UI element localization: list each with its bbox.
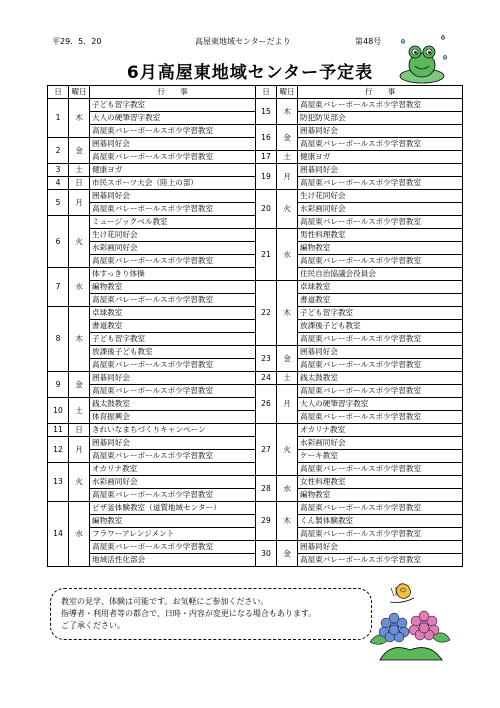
- event-cell: 編物教室: [90, 515, 256, 528]
- event-cell: 高屋東バレーボールスポ少学習教室: [298, 463, 463, 476]
- event-cell: 高屋東バレーボールスポ少学習教室: [90, 151, 256, 164]
- day-cell: 10: [48, 398, 69, 424]
- day-cell: 1: [48, 99, 69, 138]
- table-row: [256, 281, 463, 294]
- day-cell: 13: [48, 463, 69, 502]
- table-row: [48, 502, 256, 515]
- event-cell: 高屋東バレーボールスポ少学習教室: [298, 99, 463, 112]
- event-cell: 生け花同好会: [90, 229, 256, 242]
- column-header-day: 日: [48, 86, 69, 99]
- table-row: [256, 372, 463, 385]
- event-cell: 高屋東バレーボールスポ少学習教室: [298, 385, 463, 398]
- weekday-cell: 金: [277, 125, 298, 151]
- event-cell: 市民スポーツ大会（陸上の部）: [90, 177, 256, 190]
- event-cell: 高屋東バレーボールスポ少学習教室: [298, 411, 463, 424]
- table-row: [48, 398, 256, 411]
- event-cell: 囲碁同好会: [90, 372, 256, 385]
- event-cell: 高屋東バレーボールスポ少学習教室: [90, 385, 256, 398]
- event-cell: 銭太鼓教室: [90, 398, 256, 411]
- weekday-cell: 日: [69, 424, 90, 437]
- event-cell: 水彩画同好会: [90, 242, 256, 255]
- day-cell: 28: [256, 476, 277, 502]
- hydrangea-petal: [389, 613, 399, 623]
- event-cell: 放課後子ども教室: [90, 346, 256, 359]
- table-row: [256, 385, 463, 398]
- event-cell: 高屋東バレーボールスポ少学習教室: [90, 541, 256, 554]
- event-cell: 大人の硬筆習字教室: [90, 112, 256, 125]
- event-cell: 高屋東バレーボールスポ少学習教室: [90, 255, 256, 268]
- event-cell: ミュージックベル教室: [90, 216, 256, 229]
- column-header-day: 日: [256, 86, 277, 99]
- event-cell: 卓球教室: [298, 281, 463, 294]
- event-cell: 卓球教室: [90, 307, 256, 320]
- weekday-cell: 火: [277, 190, 298, 229]
- day-cell: 15: [256, 99, 277, 125]
- hydrangea-petal: [419, 623, 429, 633]
- table-row: [48, 138, 256, 151]
- table-row: [256, 151, 463, 164]
- table-row: [48, 463, 256, 476]
- table-row: [48, 190, 256, 203]
- weekday-cell: 木: [277, 502, 298, 541]
- weekday-cell: 月: [69, 190, 90, 216]
- weekday-cell: 火: [69, 463, 90, 502]
- day-cell: 6: [48, 216, 69, 268]
- hydrangea-snail-icon: [360, 572, 460, 667]
- day-cell: 8: [48, 307, 69, 372]
- day-cell: 21: [256, 229, 277, 281]
- event-cell: オカリナ教室: [298, 424, 463, 437]
- table-row: [256, 424, 463, 437]
- event-cell: 水彩画同好会: [298, 203, 463, 216]
- event-cell: 高屋東バレーボールスポ少学習教室: [90, 294, 256, 307]
- event-cell: 女性料理教室: [298, 476, 463, 489]
- weekday-cell: 水: [69, 502, 90, 567]
- weekday-cell: 土: [277, 151, 298, 164]
- table-row: [48, 437, 256, 450]
- event-cell: 囲碁同好会: [298, 541, 463, 554]
- event-cell: 男性料理教室: [298, 229, 463, 242]
- weekday-cell: 水: [69, 268, 90, 307]
- day-cell: 26: [256, 385, 277, 424]
- event-cell: 子ども習字教室: [298, 307, 463, 320]
- event-cell: 書道教室: [298, 294, 463, 307]
- day-cell: 11: [48, 424, 69, 437]
- day-cell: 3: [48, 164, 69, 177]
- weekday-cell: 火: [69, 216, 90, 268]
- event-cell: 編物教室: [90, 281, 256, 294]
- weekday-cell: 月: [277, 385, 298, 424]
- event-cell: 体すっきり体操: [90, 268, 256, 281]
- day-cell: 5: [48, 190, 69, 216]
- issue-date: 平29．5．20: [52, 37, 102, 46]
- event-cell: 高屋東バレーボールスポ少学習教室: [298, 528, 463, 541]
- table-row: [48, 177, 256, 190]
- event-cell: 囲碁同好会: [298, 346, 463, 359]
- table-row: [256, 502, 463, 515]
- table-row: [48, 424, 256, 437]
- table-row: [48, 372, 256, 385]
- event-cell: 囲碁同好会: [90, 138, 256, 151]
- table-row: [256, 476, 463, 489]
- weekday-cell: 水: [277, 229, 298, 281]
- day-cell: 14: [48, 502, 69, 567]
- event-cell: くん製体験教室: [298, 515, 463, 528]
- table-row: [256, 541, 463, 554]
- hydrangea-petal: [419, 611, 429, 621]
- table-row: [256, 190, 463, 203]
- event-cell: 書道教室: [90, 320, 256, 333]
- event-cell: 高屋東バレーボールスポ少学習教室: [298, 333, 463, 346]
- frog-icon: [395, 32, 450, 87]
- day-cell: 4: [48, 177, 69, 190]
- event-cell: 健康ヨガ: [298, 151, 463, 164]
- notice-box: [50, 588, 372, 640]
- day-cell: 24: [256, 372, 277, 385]
- day-cell: 27: [256, 424, 277, 476]
- notice-line: 教室の見学、体験は可能です。お気軽にご参加ください。: [61, 597, 269, 606]
- day-cell: 12: [48, 437, 69, 463]
- event-cell: 子ども習字教室: [90, 333, 256, 346]
- event-cell: 生け花同好会: [298, 190, 463, 203]
- notice-line: ご了承ください。: [61, 621, 125, 630]
- weekday-cell: 木: [277, 99, 298, 125]
- event-cell: 水彩画同好会: [298, 437, 463, 450]
- column-header-event: 行 事: [90, 86, 256, 99]
- table-row: [48, 164, 256, 177]
- event-cell: 高屋東バレーボールスポ少学習教室: [90, 489, 256, 502]
- weekday-cell: 土: [69, 164, 90, 177]
- day-cell: 20: [256, 190, 277, 229]
- event-cell: 子ども習字教室: [90, 99, 256, 112]
- issue-number: 第48号: [355, 37, 382, 46]
- table-row: [256, 99, 463, 112]
- event-cell: 高屋東バレーボールスポ少学習教室: [90, 203, 256, 216]
- event-cell: 高屋東バレーボールスポ少学習教室: [298, 138, 463, 151]
- schedule-table-right: [255, 85, 463, 567]
- weekday-cell: 木: [277, 281, 298, 346]
- event-cell: 銭太鼓教室: [298, 372, 463, 385]
- event-cell: 高屋東バレーボールスポ少学習教室: [298, 554, 463, 567]
- day-cell: 30: [256, 541, 277, 567]
- day-cell: 16: [256, 125, 277, 151]
- weekday-cell: 木: [69, 307, 90, 372]
- event-cell: 高屋東バレーボールスポ少学習教室: [298, 255, 463, 268]
- column-header-weekday: 曜日: [69, 86, 90, 99]
- weekday-cell: 日: [69, 177, 90, 190]
- table-row: [256, 229, 463, 242]
- day-cell: 19: [256, 164, 277, 190]
- weekday-cell: 水: [277, 476, 298, 502]
- table-row: [48, 99, 256, 112]
- weekday-cell: 金: [69, 138, 90, 164]
- weekday-cell: 金: [277, 541, 298, 567]
- column-header-event: 行 事: [298, 86, 463, 99]
- event-cell: 編物教室: [298, 489, 463, 502]
- event-cell: 地域活性化部会: [90, 554, 256, 567]
- event-cell: 健康ヨガ: [90, 164, 256, 177]
- event-cell: 大人の硬筆習字教室: [298, 398, 463, 411]
- weekday-cell: 土: [69, 398, 90, 424]
- day-cell: 29: [256, 502, 277, 541]
- event-cell: 放課後子ども教室: [298, 320, 463, 333]
- publication-name: 高屋東地域センターだより: [195, 37, 291, 46]
- event-cell: フラワーアレンジメント: [90, 528, 256, 541]
- day-cell: 7: [48, 268, 69, 307]
- event-cell: 高屋東バレーボールスポ少学習教室: [90, 359, 256, 372]
- event-cell: 高屋東バレーボールスポ少学習教室: [298, 216, 463, 229]
- day-cell: 2: [48, 138, 69, 164]
- event-cell: 囲碁同好会: [298, 164, 463, 177]
- weekday-cell: 金: [69, 372, 90, 398]
- table-row: [256, 125, 463, 138]
- event-cell: 住民自治協議会役員会: [298, 268, 463, 281]
- schedule-table-left: [47, 85, 256, 567]
- event-cell: 体育振興会: [90, 411, 256, 424]
- column-header-weekday: 曜日: [277, 86, 298, 99]
- page-title: 6月高屋東地域センター予定表: [126, 63, 374, 83]
- event-cell: 高屋東バレーボールスポ少学習教室: [298, 502, 463, 515]
- weekday-cell: 土: [277, 372, 298, 385]
- event-cell: 囲碁同好会: [90, 437, 256, 450]
- day-cell: 23: [256, 346, 277, 372]
- event-cell: 高屋東バレーボールスポ少学習教室: [298, 359, 463, 372]
- weekday-cell: 火: [277, 424, 298, 476]
- event-cell: 囲碁同好会: [90, 190, 256, 203]
- weekday-cell: 月: [277, 164, 298, 190]
- weekday-cell: 木: [69, 99, 90, 138]
- event-cell: 囲碁同好会: [298, 125, 463, 138]
- table-row: [48, 307, 256, 320]
- event-cell: ピザ釜体験教室（道質地域センター）: [90, 502, 256, 515]
- day-cell: 22: [256, 281, 277, 346]
- table-row: [48, 268, 256, 281]
- day-cell: 9: [48, 372, 69, 398]
- event-cell: 高屋東バレーボールスポ少学習教室: [298, 177, 463, 190]
- event-cell: 高屋東バレーボールスポ少学習教室: [90, 125, 256, 138]
- event-cell: オカリナ教室: [90, 463, 256, 476]
- event-cell: 高屋東バレーボールスポ少学習教室: [90, 450, 256, 463]
- event-cell: 防犯防災部会: [298, 112, 463, 125]
- weekday-cell: 月: [69, 437, 90, 463]
- table-row: [256, 164, 463, 177]
- table-row: [256, 346, 463, 359]
- event-cell: 編物教室: [298, 242, 463, 255]
- event-cell: きれいなまちづくりキャンペーン: [90, 424, 256, 437]
- hydrangea-petal: [389, 625, 399, 635]
- event-cell: ケーキ教室: [298, 450, 463, 463]
- weekday-cell: 金: [277, 346, 298, 372]
- notice-line: 指導者・利用者等の都合で、日時・内容が変更になる場合もあります。: [61, 609, 317, 618]
- day-cell: 17: [256, 151, 277, 164]
- event-cell: 水彩画同好会: [90, 476, 256, 489]
- table-row: [48, 216, 256, 229]
